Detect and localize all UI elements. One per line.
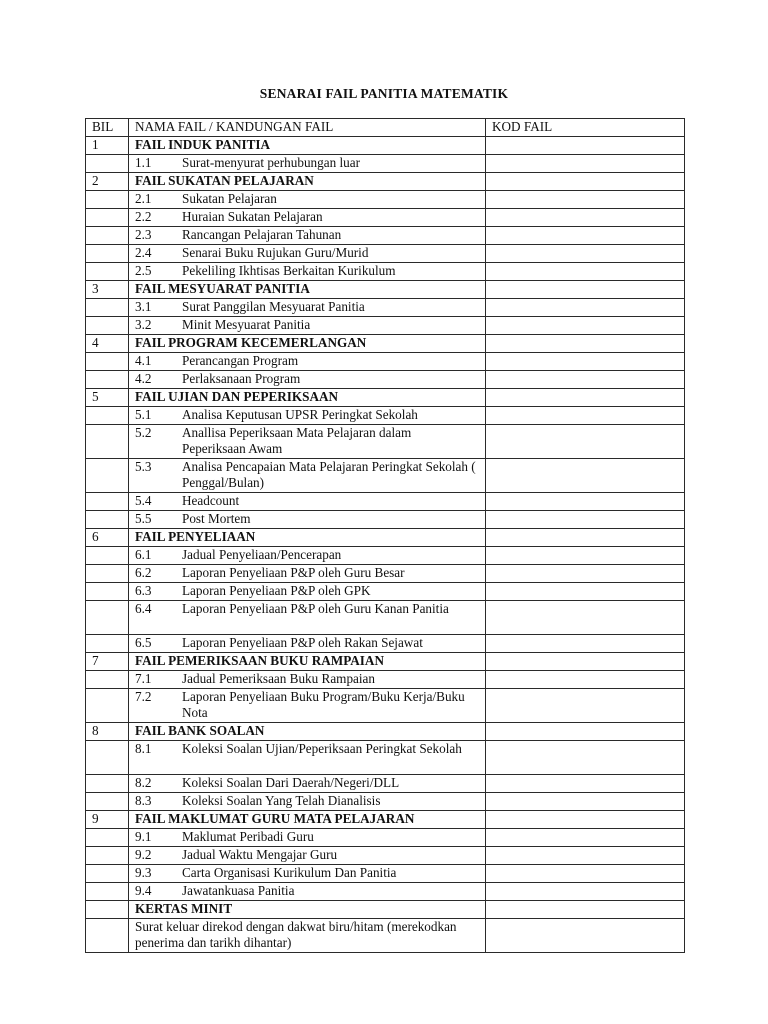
item-cell [129, 741, 486, 775]
item-code: 5.2 [135, 425, 152, 440]
item-row [86, 317, 685, 335]
item-text: Laporan Penyeliaan P&P oleh Guru Besar [182, 565, 405, 580]
item-text: Jadual Waktu Mengajar Guru [182, 847, 338, 862]
item-code: 7.1 [135, 671, 152, 686]
bil-cell [86, 493, 129, 511]
group-heading: FAIL BANK SOALAN [129, 723, 486, 741]
item-text: Sukatan Pelajaran [182, 191, 277, 206]
bil-cell [86, 191, 129, 209]
item-cell [129, 829, 486, 847]
kod-fail-cell [486, 865, 685, 883]
item-cell [129, 547, 486, 565]
group-heading: FAIL INDUK PANITIA [129, 137, 486, 155]
item-text: Koleksi Soalan Yang Telah Dianalisis [182, 793, 381, 808]
item-code: 5.5 [135, 511, 152, 526]
kod-fail-cell [486, 407, 685, 425]
item-row [86, 155, 685, 173]
group-heading: FAIL PROGRAM KECEMERLANGAN [129, 335, 486, 353]
item-text: Minit Mesyuarat Panitia [182, 317, 311, 332]
item-cell [129, 407, 486, 425]
kod-fail-cell [486, 335, 685, 353]
kod-fail-cell [486, 919, 685, 953]
item-row [86, 227, 685, 245]
item-cell [129, 155, 486, 173]
item-row [86, 245, 685, 263]
column-header-bil: BIL [86, 119, 129, 137]
item-text: Jadual Pemeriksaan Buku Rampaian [182, 671, 376, 686]
kod-fail-cell [486, 529, 685, 547]
item-row [86, 883, 685, 901]
group-heading: FAIL MAKLUMAT GURU MATA PELAJARAN [129, 811, 486, 829]
item-cell [129, 793, 486, 811]
kod-fail-cell [486, 723, 685, 741]
item-code: 7.2 [135, 689, 152, 704]
item-cell [129, 775, 486, 793]
kod-fail-cell [486, 601, 685, 635]
item-code: 2.5 [135, 263, 152, 278]
bil-cell [86, 155, 129, 173]
kod-fail-cell [486, 565, 685, 583]
item-text: Rancangan Pelajaran Tahunan [182, 227, 342, 242]
item-row [86, 371, 685, 389]
kod-fail-cell [486, 653, 685, 671]
item-code: 3.2 [135, 317, 152, 332]
bil-cell [86, 425, 129, 459]
kod-fail-cell [486, 583, 685, 601]
footer-note: Surat keluar direkod dengan dakwat biru/hitam (merekodkan penerima dan tarikh dihantar) [129, 919, 486, 953]
item-code: 2.1 [135, 191, 152, 206]
bil-cell [86, 689, 129, 723]
item-code: 6.5 [135, 635, 152, 650]
item-cell [129, 263, 486, 281]
item-code: 8.3 [135, 793, 152, 808]
kod-fail-cell [486, 793, 685, 811]
bil-number: 8 [86, 723, 129, 741]
bil-cell [86, 565, 129, 583]
group-heading-row [86, 389, 685, 407]
item-cell [129, 317, 486, 335]
item-cell [129, 583, 486, 601]
item-cell [129, 425, 486, 459]
kod-fail-cell [486, 245, 685, 263]
item-cell [129, 689, 486, 723]
kod-fail-cell [486, 511, 685, 529]
kod-fail-cell [486, 689, 685, 723]
item-row [86, 865, 685, 883]
bil-cell [86, 741, 129, 775]
bil-cell [86, 227, 129, 245]
item-row [86, 793, 685, 811]
item-cell [129, 245, 486, 263]
item-cell [129, 847, 486, 865]
bil-cell [86, 883, 129, 901]
bil-number: 7 [86, 653, 129, 671]
item-row [86, 191, 685, 209]
item-text: Headcount [182, 493, 240, 508]
kod-fail-cell [486, 137, 685, 155]
group-heading: FAIL PENYELIAAN [129, 529, 486, 547]
item-code: 9.1 [135, 829, 152, 844]
item-cell [129, 353, 486, 371]
item-cell [129, 209, 486, 227]
item-text: Huraian Sukatan Pelajaran [182, 209, 323, 224]
kod-fail-cell [486, 281, 685, 299]
item-code: 3.1 [135, 299, 152, 314]
bil-number: 1 [86, 137, 129, 155]
item-cell [129, 371, 486, 389]
kod-fail-cell [486, 191, 685, 209]
bil-number: 4 [86, 335, 129, 353]
bil-cell [86, 353, 129, 371]
item-code: 4.1 [135, 353, 152, 368]
item-text: Surat-menyurat perhubungan luar [182, 155, 360, 170]
group-heading-row [86, 173, 685, 191]
item-row [86, 263, 685, 281]
item-row [86, 209, 685, 227]
item-cell [129, 511, 486, 529]
kod-fail-cell [486, 635, 685, 653]
kod-fail-cell [486, 671, 685, 689]
group-heading: FAIL MESYUARAT PANITIA [129, 281, 486, 299]
bil-number: 2 [86, 173, 129, 191]
kod-fail-cell [486, 227, 685, 245]
group-heading: FAIL UJIAN DAN PEPERIKSAAN [129, 389, 486, 407]
group-heading-row [86, 137, 685, 155]
item-code: 8.2 [135, 775, 152, 790]
item-text: Carta Organisasi Kurikulum Dan Panitia [182, 865, 397, 880]
bil-cell [86, 601, 129, 635]
item-row [86, 425, 685, 459]
kod-fail-cell [486, 901, 685, 919]
item-cell [129, 865, 486, 883]
item-row [86, 829, 685, 847]
group-heading-row [86, 335, 685, 353]
item-text: Pekeliling Ikhtisas Berkaitan Kurikulum [182, 263, 396, 278]
bil-cell [86, 829, 129, 847]
footer-note-row [86, 919, 685, 953]
item-code: 5.4 [135, 493, 152, 508]
bil-cell [86, 865, 129, 883]
item-text: Laporan Penyeliaan P&P oleh Guru Kanan Panitia [182, 601, 449, 616]
footer-heading-row [86, 901, 685, 919]
item-row [86, 547, 685, 565]
item-cell [129, 565, 486, 583]
item-text: Laporan Penyeliaan P&P oleh Rakan Sejawat [182, 635, 423, 650]
bil-cell [86, 671, 129, 689]
item-text: Maklumat Peribadi Guru [182, 829, 314, 844]
item-code: 2.3 [135, 227, 152, 242]
group-heading: FAIL PEMERIKSAAN BUKU RAMPAIAN [129, 653, 486, 671]
item-row [86, 689, 685, 723]
table-body [86, 119, 685, 953]
item-text: Jadual Penyeliaan/Pencerapan [182, 547, 342, 562]
kod-fail-cell [486, 353, 685, 371]
kod-fail-cell [486, 209, 685, 227]
item-cell [129, 191, 486, 209]
kod-fail-cell [486, 173, 685, 191]
kod-fail-cell [486, 317, 685, 335]
bil-cell [86, 371, 129, 389]
kod-fail-cell [486, 299, 685, 317]
kod-fail-cell [486, 883, 685, 901]
item-text: Post Mortem [182, 511, 251, 526]
item-row [86, 847, 685, 865]
group-heading-row [86, 723, 685, 741]
item-row [86, 459, 685, 493]
footer-heading: KERTAS MINIT [129, 901, 486, 919]
item-row [86, 775, 685, 793]
bil-cell [86, 583, 129, 601]
item-row [86, 511, 685, 529]
kod-fail-cell [486, 389, 685, 407]
item-text: Laporan Penyeliaan Buku Program/Buku Kerja/Buku Nota [182, 689, 465, 720]
item-text: Koleksi Soalan Ujian/Peperiksaan Peringkat Sekolah [182, 741, 462, 756]
bil-cell [86, 407, 129, 425]
bil-cell [86, 635, 129, 653]
item-code: 6.4 [135, 601, 152, 616]
item-code: 8.1 [135, 741, 152, 756]
group-heading: FAIL SUKATAN PELAJARAN [129, 173, 486, 191]
item-cell [129, 671, 486, 689]
item-text: Anallisa Peperiksaan Mata Pelajaran dalam Peperiksaan Awam [182, 425, 412, 456]
bil-cell [86, 299, 129, 317]
bil-number: 3 [86, 281, 129, 299]
item-cell [129, 635, 486, 653]
group-heading-row [86, 811, 685, 829]
item-row [86, 601, 685, 635]
item-row [86, 741, 685, 775]
item-code: 9.2 [135, 847, 152, 862]
item-text: Perlaksanaan Program [182, 371, 301, 386]
item-code: 9.4 [135, 883, 152, 898]
bil-cell [86, 245, 129, 263]
item-code: 2.2 [135, 209, 152, 224]
group-heading-row [86, 653, 685, 671]
bil-number: 9 [86, 811, 129, 829]
item-text: Analisa Pencapaian Mata Pelajaran Peringkat Sekolah ( Penggal/Bulan) [182, 459, 476, 490]
item-cell [129, 459, 486, 493]
table-header-row [86, 119, 685, 137]
kod-fail-cell [486, 775, 685, 793]
bil-cell [86, 317, 129, 335]
kod-fail-cell [486, 459, 685, 493]
column-header-nama: NAMA FAIL / KANDUNGAN FAIL [129, 119, 486, 137]
kod-fail-cell [486, 155, 685, 173]
item-row [86, 299, 685, 317]
kod-fail-cell [486, 425, 685, 459]
bil-number: 5 [86, 389, 129, 407]
item-code: 4.2 [135, 371, 152, 386]
kod-fail-cell [486, 829, 685, 847]
item-text: Jawatankuasa Panitia [182, 883, 295, 898]
bil-cell [86, 209, 129, 227]
group-heading-row [86, 281, 685, 299]
bil-cell [86, 919, 129, 953]
item-cell [129, 493, 486, 511]
item-row [86, 353, 685, 371]
item-text: Surat Panggilan Mesyuarat Panitia [182, 299, 365, 314]
bil-cell [86, 847, 129, 865]
page-title: SENARAI FAIL PANITIA MATEMATIK [259, 86, 509, 101]
column-header-kod: KOD FAIL [486, 119, 685, 137]
item-row [86, 407, 685, 425]
item-row [86, 565, 685, 583]
kod-fail-cell [486, 371, 685, 389]
item-code: 6.2 [135, 565, 152, 580]
item-code: 5.3 [135, 459, 152, 474]
bil-cell [86, 263, 129, 281]
item-code: 5.1 [135, 407, 152, 422]
kod-fail-cell [486, 547, 685, 565]
bil-number: 6 [86, 529, 129, 547]
item-text: Perancangan Program [182, 353, 299, 368]
bil-cell [86, 793, 129, 811]
kod-fail-cell [486, 741, 685, 775]
bil-cell [86, 511, 129, 529]
item-text: Senarai Buku Rujukan Guru/Murid [182, 245, 369, 260]
item-row [86, 635, 685, 653]
kod-fail-cell [486, 493, 685, 511]
item-code: 9.3 [135, 865, 152, 880]
file-list-table [85, 118, 685, 953]
bil-cell [86, 775, 129, 793]
bil-cell [86, 547, 129, 565]
item-cell [129, 227, 486, 245]
item-code: 2.4 [135, 245, 152, 260]
kod-fail-cell [486, 811, 685, 829]
item-text: Koleksi Soalan Dari Daerah/Negeri/DLL [182, 775, 400, 790]
kod-fail-cell [486, 263, 685, 281]
kod-fail-cell [486, 847, 685, 865]
bil-cell [86, 901, 129, 919]
item-text: Analisa Keputusan UPSR Peringkat Sekolah [182, 407, 418, 422]
item-cell [129, 883, 486, 901]
item-row [86, 583, 685, 601]
bil-cell [86, 459, 129, 493]
item-code: 1.1 [135, 155, 152, 170]
item-row [86, 671, 685, 689]
item-code: 6.3 [135, 583, 152, 598]
item-code: 6.1 [135, 547, 152, 562]
item-row [86, 493, 685, 511]
group-heading-row [86, 529, 685, 547]
item-text: Laporan Penyeliaan P&P oleh GPK [182, 583, 371, 598]
item-cell [129, 601, 486, 635]
item-cell [129, 299, 486, 317]
